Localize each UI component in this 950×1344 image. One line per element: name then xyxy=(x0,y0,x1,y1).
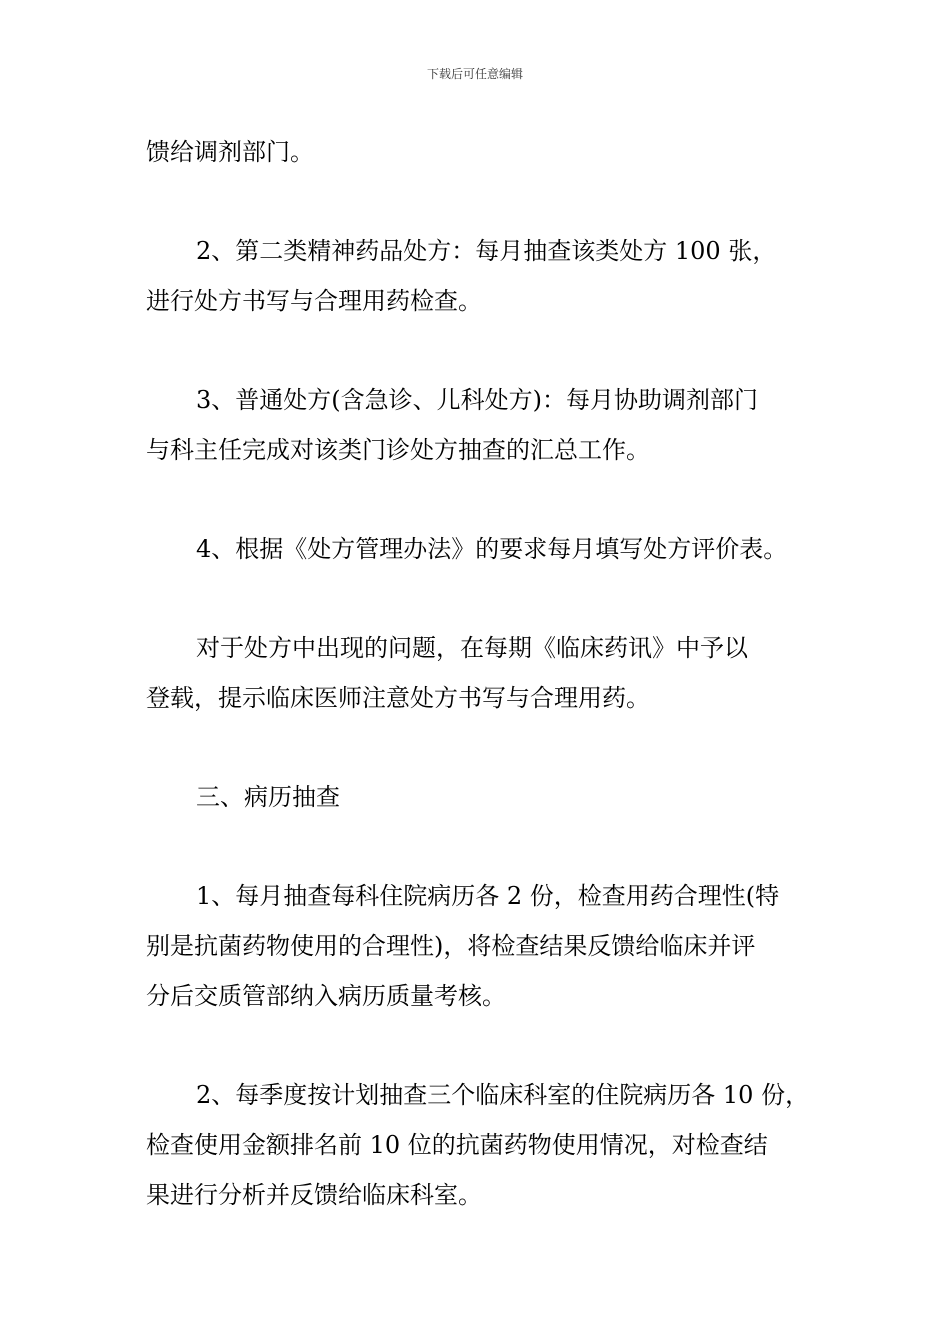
text-line: 1、每月抽查每科住院病历各 2 份，检查用药合理性(特 xyxy=(196,882,780,910)
paragraph xyxy=(146,623,816,723)
text-line: 与科主任完成对该类门诊处方抽查的汇总工作。 xyxy=(146,436,650,464)
text-line: 4、根据《处方管理办法》的要求每月填写处方评价表。 xyxy=(196,535,788,563)
text-line: 3、普通处方(含急诊、儿科处方)：每月协助调剂部门 xyxy=(196,386,758,414)
paragraph xyxy=(146,871,816,1021)
text-line: 2、第二类精神药品处方：每月抽查该类处方 100 张， xyxy=(196,237,777,265)
paragraph xyxy=(146,1070,816,1220)
page-header: 下载后可任意编辑 xyxy=(426,67,523,81)
text-line: 登载，提示临床医师注意处方书写与合理用药。 xyxy=(146,684,650,712)
text-line: 馈给调剂部门。 xyxy=(146,138,314,166)
section-heading xyxy=(146,772,816,822)
document-body xyxy=(146,127,816,1220)
paragraph xyxy=(146,524,816,574)
text-line: 2、每季度按计划抽查三个临床科室的住院病历各 10 份， xyxy=(196,1081,810,1109)
paragraph xyxy=(146,226,816,326)
text-line: 对于处方中出现的问题，在每期《临床药讯》中予以 xyxy=(196,634,748,662)
text-line: 进行处方书写与合理用药检查。 xyxy=(146,287,482,315)
text-line: 分后交质管部纳入病历质量考核。 xyxy=(146,982,506,1010)
text-line: 别是抗菌药物使用的合理性)，将检查结果反馈给临床并评 xyxy=(146,932,756,960)
text-line: 检查使用金额排名前 10 位的抗菌药物使用情况，对检查结 xyxy=(146,1131,768,1159)
text-line: 果进行分析并反馈给临床科室。 xyxy=(146,1181,482,1209)
paragraph xyxy=(146,127,816,177)
text-line: 三、病历抽查 xyxy=(196,783,340,811)
paragraph xyxy=(146,375,816,475)
